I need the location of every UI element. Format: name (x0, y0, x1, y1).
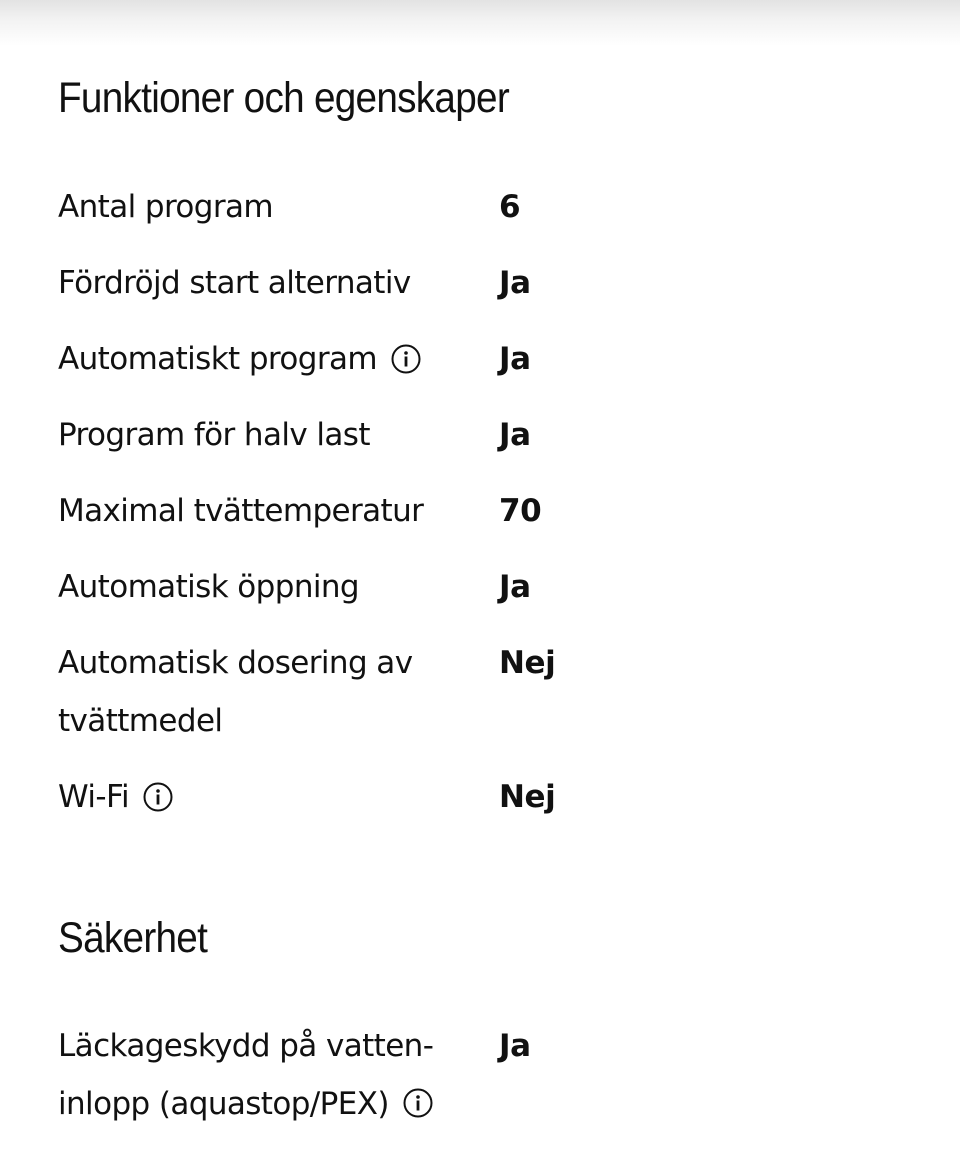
info-icon[interactable] (143, 782, 173, 812)
spec-label: Program för halv last (58, 417, 370, 453)
info-icon[interactable] (403, 1088, 433, 1118)
spec-row-program-count (58, 178, 918, 236)
spec-row-auto-opening (58, 558, 918, 616)
spec-value: 6 (499, 189, 521, 225)
spec-label: Fördröjd start alternativ (58, 265, 411, 301)
spec-label-container (58, 1017, 458, 1133)
spec-label-container (58, 330, 499, 388)
spec-label: Maximal tvättemperatur (58, 493, 424, 529)
spec-row-wifi (58, 768, 918, 826)
spec-row-max-temperature (58, 482, 918, 540)
section-title-features: Funktioner och egenskaper (58, 74, 509, 122)
spec-value: Nej (499, 645, 556, 681)
spec-value: Ja (499, 569, 531, 605)
spec-value: Ja (499, 417, 531, 453)
spec-row-auto-program (58, 330, 918, 388)
spec-label: Wi-Fi (58, 779, 129, 815)
spec-list-safety (58, 1017, 918, 1133)
spec-label: Läckageskydd på vatten-inlopp (aquastop/PEX) (58, 1028, 434, 1122)
spec-label-container (58, 768, 499, 826)
spec-label: Automatisk öppning (58, 569, 360, 605)
spec-label: Antal program (58, 189, 273, 225)
spec-label: Automatiskt program (58, 341, 377, 377)
spec-row-auto-dosing (58, 634, 918, 750)
spec-label: Automatisk dosering av tvättmedel (58, 645, 413, 739)
spec-value: Nej (499, 779, 556, 815)
spec-list-features (58, 178, 918, 826)
spec-row-leak-protection (58, 1017, 918, 1133)
spec-value: 70 (499, 493, 542, 529)
section-title-safety: Säkerhet (58, 914, 208, 962)
spec-value: Ja (499, 341, 531, 377)
spec-row-half-load (58, 406, 918, 464)
spec-value: Ja (499, 1028, 531, 1064)
spec-value: Ja (499, 265, 531, 301)
info-icon[interactable] (391, 344, 421, 374)
top-shadow (0, 0, 960, 46)
spec-row-delayed-start (58, 254, 918, 312)
